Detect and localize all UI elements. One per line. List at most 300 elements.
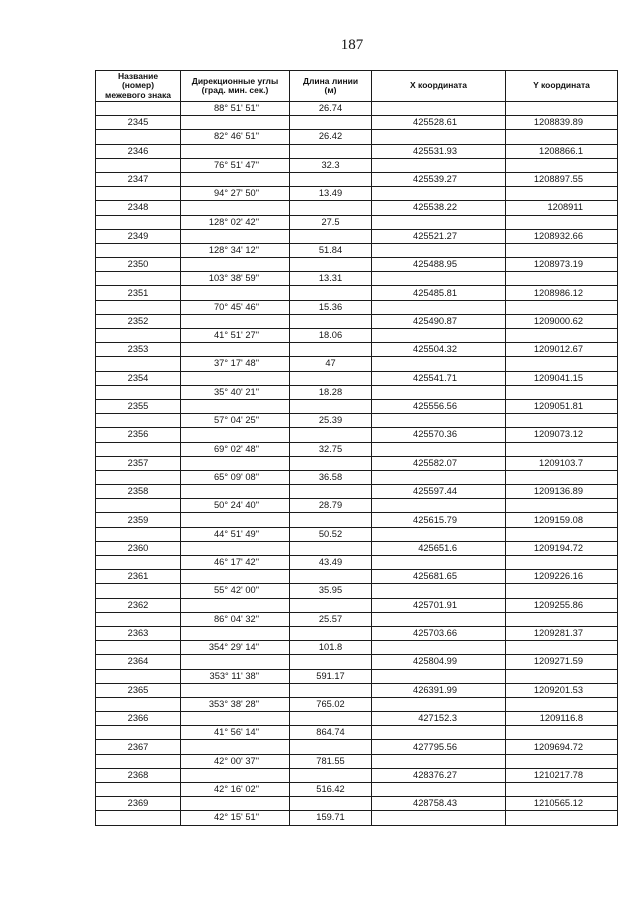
x-coordinate-cell: 425681.65 [372,570,506,584]
y-coordinate-cell: 1208986.12 [506,286,618,300]
point-name-cell: 2354 [96,371,181,385]
point-row [96,201,618,215]
line-row [96,641,618,655]
x-coordinate-cell: 425651.6 [372,541,506,555]
direction-angle-cell [181,144,290,158]
line-row [96,243,618,257]
y-coordinate-cell [506,187,618,201]
y-coordinate-cell [506,783,618,797]
point-name-cell: 2352 [96,314,181,328]
line-length-cell: 516.42 [290,783,372,797]
y-coordinate-cell [506,584,618,598]
x-coordinate-cell [372,272,506,286]
point-row [96,626,618,640]
direction-angle-cell: 88° 51' 51" [181,102,290,116]
point-name-cell [96,300,181,314]
line-row [96,300,618,314]
point-name-cell [96,215,181,229]
y-coordinate-cell [506,215,618,229]
y-coordinate-cell: 1209271.59 [506,655,618,669]
point-name-cell: 2364 [96,655,181,669]
point-name-cell [96,272,181,286]
line-length-cell [290,740,372,754]
direction-angle-cell [181,797,290,811]
direction-angle-cell [181,428,290,442]
x-coordinate-cell: 425541.71 [372,371,506,385]
point-row [96,768,618,782]
point-name-cell: 2346 [96,144,181,158]
y-coordinate-cell [506,130,618,144]
line-row [96,726,618,740]
point-name-cell: 2357 [96,456,181,470]
x-coordinate-cell: 425703.66 [372,626,506,640]
line-length-cell [290,598,372,612]
y-coordinate-cell [506,470,618,484]
point-name-cell [96,357,181,371]
point-row [96,399,618,413]
line-length-cell [290,229,372,243]
point-name-cell: 2350 [96,258,181,272]
y-coordinate-cell: 1209201.53 [506,683,618,697]
point-name-cell: 2359 [96,513,181,527]
line-length-cell [290,485,372,499]
direction-angle-cell [181,343,290,357]
point-name-cell: 2348 [96,201,181,215]
y-coordinate-cell [506,641,618,655]
line-row [96,329,618,343]
point-name-cell [96,243,181,257]
direction-angle-cell [181,740,290,754]
y-coordinate-cell: 1208866.1 [506,144,618,158]
direction-angle-cell: 128° 02' 42" [181,215,290,229]
x-coordinate-cell [372,130,506,144]
direction-angle-cell: 128° 34' 12" [181,243,290,257]
line-length-cell: 47 [290,357,372,371]
direction-angle-cell: 94° 27' 50" [181,187,290,201]
y-coordinate-cell: 1210565.12 [506,797,618,811]
point-name-cell: 2349 [96,229,181,243]
y-coordinate-cell [506,527,618,541]
x-coordinate-cell [372,783,506,797]
direction-angle-cell: 353° 11' 38" [181,669,290,683]
x-coordinate-cell [372,499,506,513]
point-name-cell [96,669,181,683]
point-row [96,513,618,527]
x-coordinate-cell [372,726,506,740]
point-row [96,314,618,328]
direction-angle-cell [181,201,290,215]
point-name-cell: 2360 [96,541,181,555]
x-coordinate-cell [372,556,506,570]
line-length-cell [290,144,372,158]
direction-angle-cell: 55° 42' 00" [181,584,290,598]
y-coordinate-cell: 1209103.7 [506,456,618,470]
point-row [96,172,618,186]
point-name-cell: 2358 [96,485,181,499]
y-coordinate-cell [506,499,618,513]
point-name-cell [96,783,181,797]
boundary-marks-table [95,70,618,826]
x-coordinate-cell: 428758.43 [372,797,506,811]
point-name-cell [96,556,181,570]
point-name-cell: 2353 [96,343,181,357]
x-coordinate-cell: 428376.27 [372,768,506,782]
x-coordinate-cell: 425597.44 [372,485,506,499]
direction-angle-cell: 70° 45' 46" [181,300,290,314]
point-name-cell [96,499,181,513]
y-coordinate-cell [506,357,618,371]
y-coordinate-cell: 1209159.08 [506,513,618,527]
line-row [96,130,618,144]
line-row [96,783,618,797]
y-coordinate-cell: 1208973.19 [506,258,618,272]
y-coordinate-cell: 1209255.86 [506,598,618,612]
y-coordinate-cell: 1209281.37 [506,626,618,640]
x-coordinate-cell [372,158,506,172]
line-length-cell: 28.79 [290,499,372,513]
point-name-cell [96,130,181,144]
line-row [96,754,618,768]
direction-angle-cell: 44° 51' 49" [181,527,290,541]
line-length-cell [290,371,372,385]
direction-angle-cell: 42° 00' 37" [181,754,290,768]
line-length-cell [290,626,372,640]
y-coordinate-cell [506,754,618,768]
direction-angle-cell [181,598,290,612]
direction-angle-cell [181,626,290,640]
line-length-cell: 25.57 [290,612,372,626]
x-coordinate-cell: 425582.07 [372,456,506,470]
x-coordinate-cell: 425539.27 [372,172,506,186]
y-coordinate-cell: 1209194.72 [506,541,618,555]
x-coordinate-cell: 425804.99 [372,655,506,669]
line-length-cell [290,712,372,726]
point-row [96,485,618,499]
line-row [96,612,618,626]
header-y-coordinate: Y координата [506,71,618,102]
point-name-cell [96,102,181,116]
point-name-cell [96,329,181,343]
y-coordinate-cell [506,272,618,286]
y-coordinate-cell: 1209000.62 [506,314,618,328]
line-length-cell [290,768,372,782]
line-length-cell [290,683,372,697]
line-length-cell [290,541,372,555]
header-direction-angle: Дирекционные углы (град. мин. сек.) [181,71,290,102]
y-coordinate-cell: 1209694.72 [506,740,618,754]
y-coordinate-cell [506,697,618,711]
x-coordinate-cell: 425528.61 [372,116,506,130]
direction-angle-cell [181,286,290,300]
x-coordinate-cell [372,527,506,541]
line-length-cell [290,456,372,470]
direction-angle-cell [181,314,290,328]
direction-angle-cell: 46° 17' 42" [181,556,290,570]
point-name-cell [96,470,181,484]
y-coordinate-cell [506,243,618,257]
direction-angle-cell: 50° 24' 40" [181,499,290,513]
x-coordinate-cell [372,357,506,371]
direction-angle-cell: 35° 40' 21" [181,385,290,399]
direction-angle-cell: 82° 46' 51" [181,130,290,144]
x-coordinate-cell: 425615.79 [372,513,506,527]
x-coordinate-cell [372,669,506,683]
x-coordinate-cell [372,329,506,343]
x-coordinate-cell: 425538.22 [372,201,506,215]
x-coordinate-cell [372,385,506,399]
direction-angle-cell [181,116,290,130]
point-name-cell: 2351 [96,286,181,300]
point-name-cell: 2345 [96,116,181,130]
line-length-cell: 26.74 [290,102,372,116]
direction-angle-cell: 42° 15' 51" [181,811,290,825]
line-length-cell: 101.8 [290,641,372,655]
point-name-cell: 2369 [96,797,181,811]
line-row [96,414,618,428]
header-point-name: Название (номер) межевого знака [96,71,181,102]
point-name-cell: 2355 [96,399,181,413]
line-length-cell [290,428,372,442]
line-row [96,470,618,484]
y-coordinate-cell: 1209051.81 [506,399,618,413]
y-coordinate-cell: 1210217.78 [506,768,618,782]
line-length-cell [290,286,372,300]
direction-angle-cell: 37° 17' 48" [181,357,290,371]
direction-angle-cell: 103° 38' 59" [181,272,290,286]
x-coordinate-cell: 425531.93 [372,144,506,158]
x-coordinate-cell: 425488.95 [372,258,506,272]
point-row [96,456,618,470]
line-row [96,385,618,399]
direction-angle-cell: 42° 16' 02" [181,783,290,797]
direction-angle-cell [181,371,290,385]
x-coordinate-cell: 427152.3 [372,712,506,726]
point-name-cell [96,754,181,768]
line-length-cell: 35.95 [290,584,372,598]
point-name-cell [96,584,181,598]
direction-angle-cell [181,229,290,243]
header-x-coordinate: X координата [372,71,506,102]
line-length-cell: 765.02 [290,697,372,711]
line-length-cell: 51.84 [290,243,372,257]
point-name-cell: 2361 [96,570,181,584]
direction-angle-cell [181,683,290,697]
line-row [96,158,618,172]
direction-angle-cell [181,258,290,272]
x-coordinate-cell: 425570.36 [372,428,506,442]
x-coordinate-cell [372,612,506,626]
x-coordinate-cell: 426391.99 [372,683,506,697]
point-name-cell: 2362 [96,598,181,612]
y-coordinate-cell [506,385,618,399]
point-row [96,712,618,726]
line-row [96,357,618,371]
x-coordinate-cell [372,584,506,598]
point-row [96,371,618,385]
point-name-cell: 2356 [96,428,181,442]
x-coordinate-cell [372,641,506,655]
line-length-cell: 781.55 [290,754,372,768]
x-coordinate-cell [372,300,506,314]
line-row [96,442,618,456]
line-length-cell: 32.75 [290,442,372,456]
point-name-cell [96,527,181,541]
point-row [96,655,618,669]
line-row [96,527,618,541]
line-row [96,272,618,286]
page-number: 187 [340,37,364,53]
y-coordinate-cell [506,726,618,740]
y-coordinate-cell [506,669,618,683]
line-length-cell: 25.39 [290,414,372,428]
x-coordinate-cell: 425485.81 [372,286,506,300]
x-coordinate-cell: 425556.56 [372,399,506,413]
direction-angle-cell [181,172,290,186]
y-coordinate-cell [506,556,618,570]
line-length-cell: 18.06 [290,329,372,343]
x-coordinate-cell: 425490.87 [372,314,506,328]
point-row [96,258,618,272]
x-coordinate-cell: 425521.27 [372,229,506,243]
line-row [96,697,618,711]
line-row [96,811,618,825]
line-length-cell [290,655,372,669]
y-coordinate-cell [506,442,618,456]
direction-angle-cell: 69° 02' 48" [181,442,290,456]
y-coordinate-cell: 1209041.15 [506,371,618,385]
line-length-cell: 864.74 [290,726,372,740]
line-length-cell [290,116,372,130]
direction-angle-cell: 65° 09' 08" [181,470,290,484]
table-body [96,102,618,826]
direction-angle-cell [181,655,290,669]
line-length-cell [290,343,372,357]
x-coordinate-cell [372,754,506,768]
point-row [96,598,618,612]
line-length-cell: 15.36 [290,300,372,314]
direction-angle-cell: 41° 51' 27" [181,329,290,343]
x-coordinate-cell: 425701.91 [372,598,506,612]
line-length-cell: 18.28 [290,385,372,399]
line-length-cell [290,201,372,215]
direction-angle-cell [181,456,290,470]
x-coordinate-cell [372,811,506,825]
point-name-cell [96,187,181,201]
direction-angle-cell [181,570,290,584]
y-coordinate-cell [506,102,618,116]
y-coordinate-cell [506,300,618,314]
line-length-cell: 13.49 [290,187,372,201]
point-name-cell: 2368 [96,768,181,782]
point-name-cell [96,442,181,456]
point-name-cell [96,158,181,172]
line-length-cell [290,570,372,584]
point-row [96,683,618,697]
y-coordinate-cell [506,414,618,428]
line-row [96,187,618,201]
y-coordinate-cell [506,329,618,343]
y-coordinate-cell [506,811,618,825]
y-coordinate-cell: 1209116.8 [506,712,618,726]
point-name-cell [96,811,181,825]
point-name-cell [96,641,181,655]
x-coordinate-cell [372,215,506,229]
point-name-cell: 2363 [96,626,181,640]
line-length-cell [290,172,372,186]
direction-angle-cell [181,485,290,499]
line-row [96,102,618,116]
line-row [96,499,618,513]
point-row [96,286,618,300]
x-coordinate-cell [372,243,506,257]
point-name-cell [96,385,181,399]
direction-angle-cell [181,768,290,782]
line-row [96,584,618,598]
y-coordinate-cell: 1208839.89 [506,116,618,130]
y-coordinate-cell: 1208911 [506,201,618,215]
point-name-cell: 2347 [96,172,181,186]
point-row [96,343,618,357]
x-coordinate-cell [372,442,506,456]
direction-angle-cell: 76° 51' 47" [181,158,290,172]
direction-angle-cell [181,399,290,413]
point-name-cell [96,612,181,626]
point-row [96,229,618,243]
direction-angle-cell [181,513,290,527]
line-length-cell: 591.17 [290,669,372,683]
line-length-cell: 50.52 [290,527,372,541]
line-row [96,215,618,229]
point-row [96,116,618,130]
y-coordinate-cell: 1209136.89 [506,485,618,499]
y-coordinate-cell: 1209012.67 [506,343,618,357]
line-length-cell [290,399,372,413]
x-coordinate-cell [372,102,506,116]
line-length-cell: 26.42 [290,130,372,144]
point-row [96,144,618,158]
line-length-cell: 43.49 [290,556,372,570]
x-coordinate-cell [372,414,506,428]
y-coordinate-cell: 1208897.55 [506,172,618,186]
line-row [96,556,618,570]
line-length-cell: 13.31 [290,272,372,286]
y-coordinate-cell: 1209073.12 [506,428,618,442]
point-row [96,541,618,555]
line-length-cell [290,314,372,328]
x-coordinate-cell [372,697,506,711]
line-row [96,669,618,683]
line-length-cell [290,513,372,527]
y-coordinate-cell: 1208932.66 [506,229,618,243]
line-length-cell: 27.5 [290,215,372,229]
x-coordinate-cell [372,470,506,484]
direction-angle-cell [181,541,290,555]
line-length-cell: 159.71 [290,811,372,825]
point-name-cell [96,726,181,740]
y-coordinate-cell [506,158,618,172]
point-name-cell: 2365 [96,683,181,697]
line-length-cell: 32.3 [290,158,372,172]
point-name-cell [96,697,181,711]
header-row [96,71,618,102]
direction-angle-cell: 353° 38' 28" [181,697,290,711]
direction-angle-cell: 57° 04' 25" [181,414,290,428]
point-row [96,570,618,584]
line-length-cell: 36.58 [290,470,372,484]
point-row [96,740,618,754]
direction-angle-cell: 86° 04' 32" [181,612,290,626]
direction-angle-cell: 354° 29' 14" [181,641,290,655]
